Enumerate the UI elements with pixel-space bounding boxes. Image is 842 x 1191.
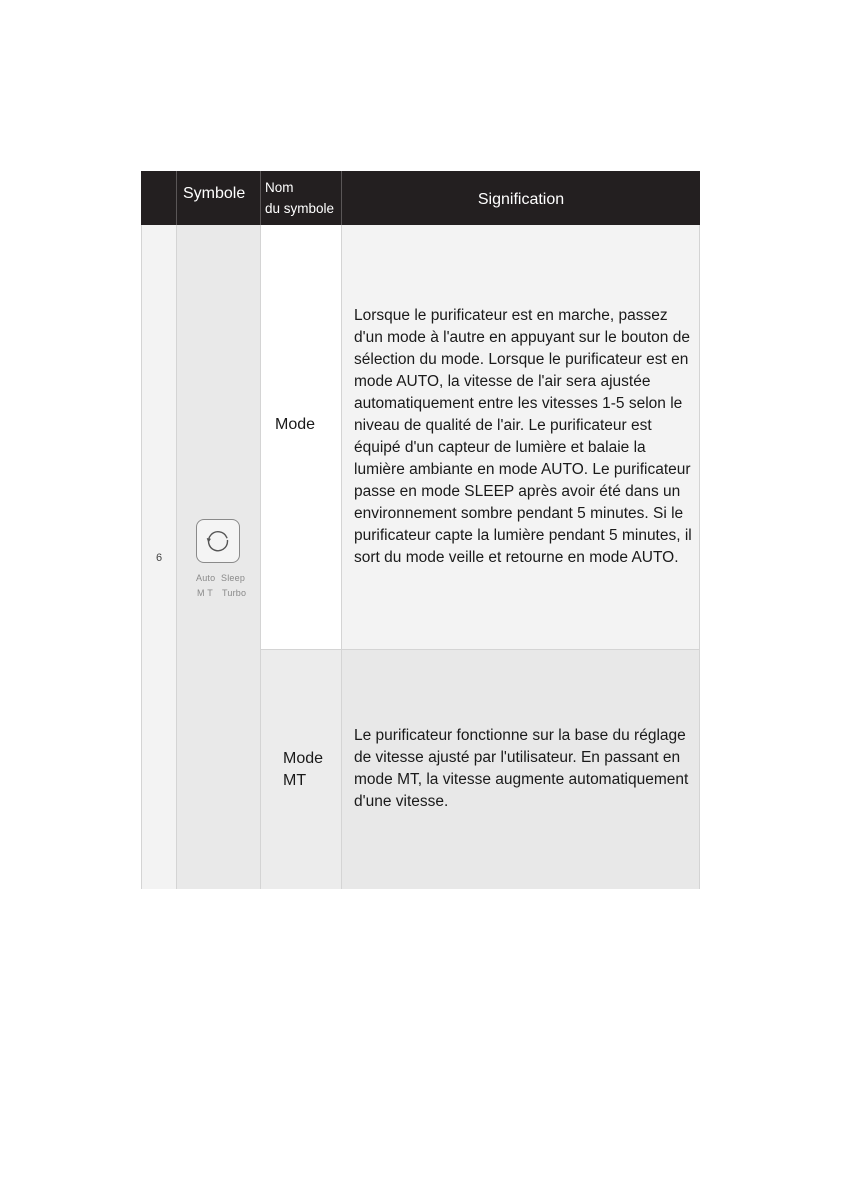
symbol-label-turbo: Turbo <box>222 588 247 598</box>
mode-cycle-icon <box>196 519 240 563</box>
header-symbol: Symbole <box>183 185 246 202</box>
row-number-cell <box>142 225 177 889</box>
mode-mt-name-cell <box>261 649 342 889</box>
symbol-label-sleep: Sleep <box>221 573 246 583</box>
mode-mt-meaning-cell <box>342 649 699 889</box>
mode-meaning: Lorsque le purificateur est en marche, passez d'un mode à l'autre en appuyant sur le bouton de sélection du mode. Lorsque le purificateur est en mode AUTO, la vitesse de l'air sera ajustée automatiquement entre les vitesses 1-5 selon le niveau de qualité de l'air. Le purificateur est équipé d'un capteur de lumière et balaie la lumière ambiante en mode AUTO. Le purificateur passe en mode SLEEP après avoir été dans un environnement sombre pendant 5 minutes. Si le purificateur capte la lumière pendant 5 minutes, il sort du mode veille et retourne en mode AUTO. <box>354 307 692 566</box>
mode-mt-name-line1: Mode <box>283 750 324 767</box>
header-name-line1: Nom <box>265 180 294 195</box>
mode-mt-meaning: Le purificateur fonctionne sur la base du réglage de vitesse ajusté par l'utilisateur. En passant en mode MT, la vitesse augmente automatiquement d'une vitesse. <box>354 727 689 810</box>
header-name-line2: du symbole <box>265 201 335 216</box>
mode-name-cell <box>261 225 342 649</box>
table-header <box>141 171 700 225</box>
mode-meaning-cell <box>342 225 699 649</box>
symbol-cell <box>177 225 261 889</box>
header-number-cell <box>141 171 176 225</box>
symbol-label-auto: Auto <box>196 573 216 583</box>
mode-mt-name-line2: MT <box>283 772 307 789</box>
row-number: 6 <box>156 552 163 564</box>
header-symbol-name <box>261 171 341 225</box>
mode-name: Mode <box>275 416 316 433</box>
header-meaning: Signification <box>477 191 565 208</box>
symbol-label-mt: M T <box>197 588 213 598</box>
symbol-table <box>141 171 700 889</box>
